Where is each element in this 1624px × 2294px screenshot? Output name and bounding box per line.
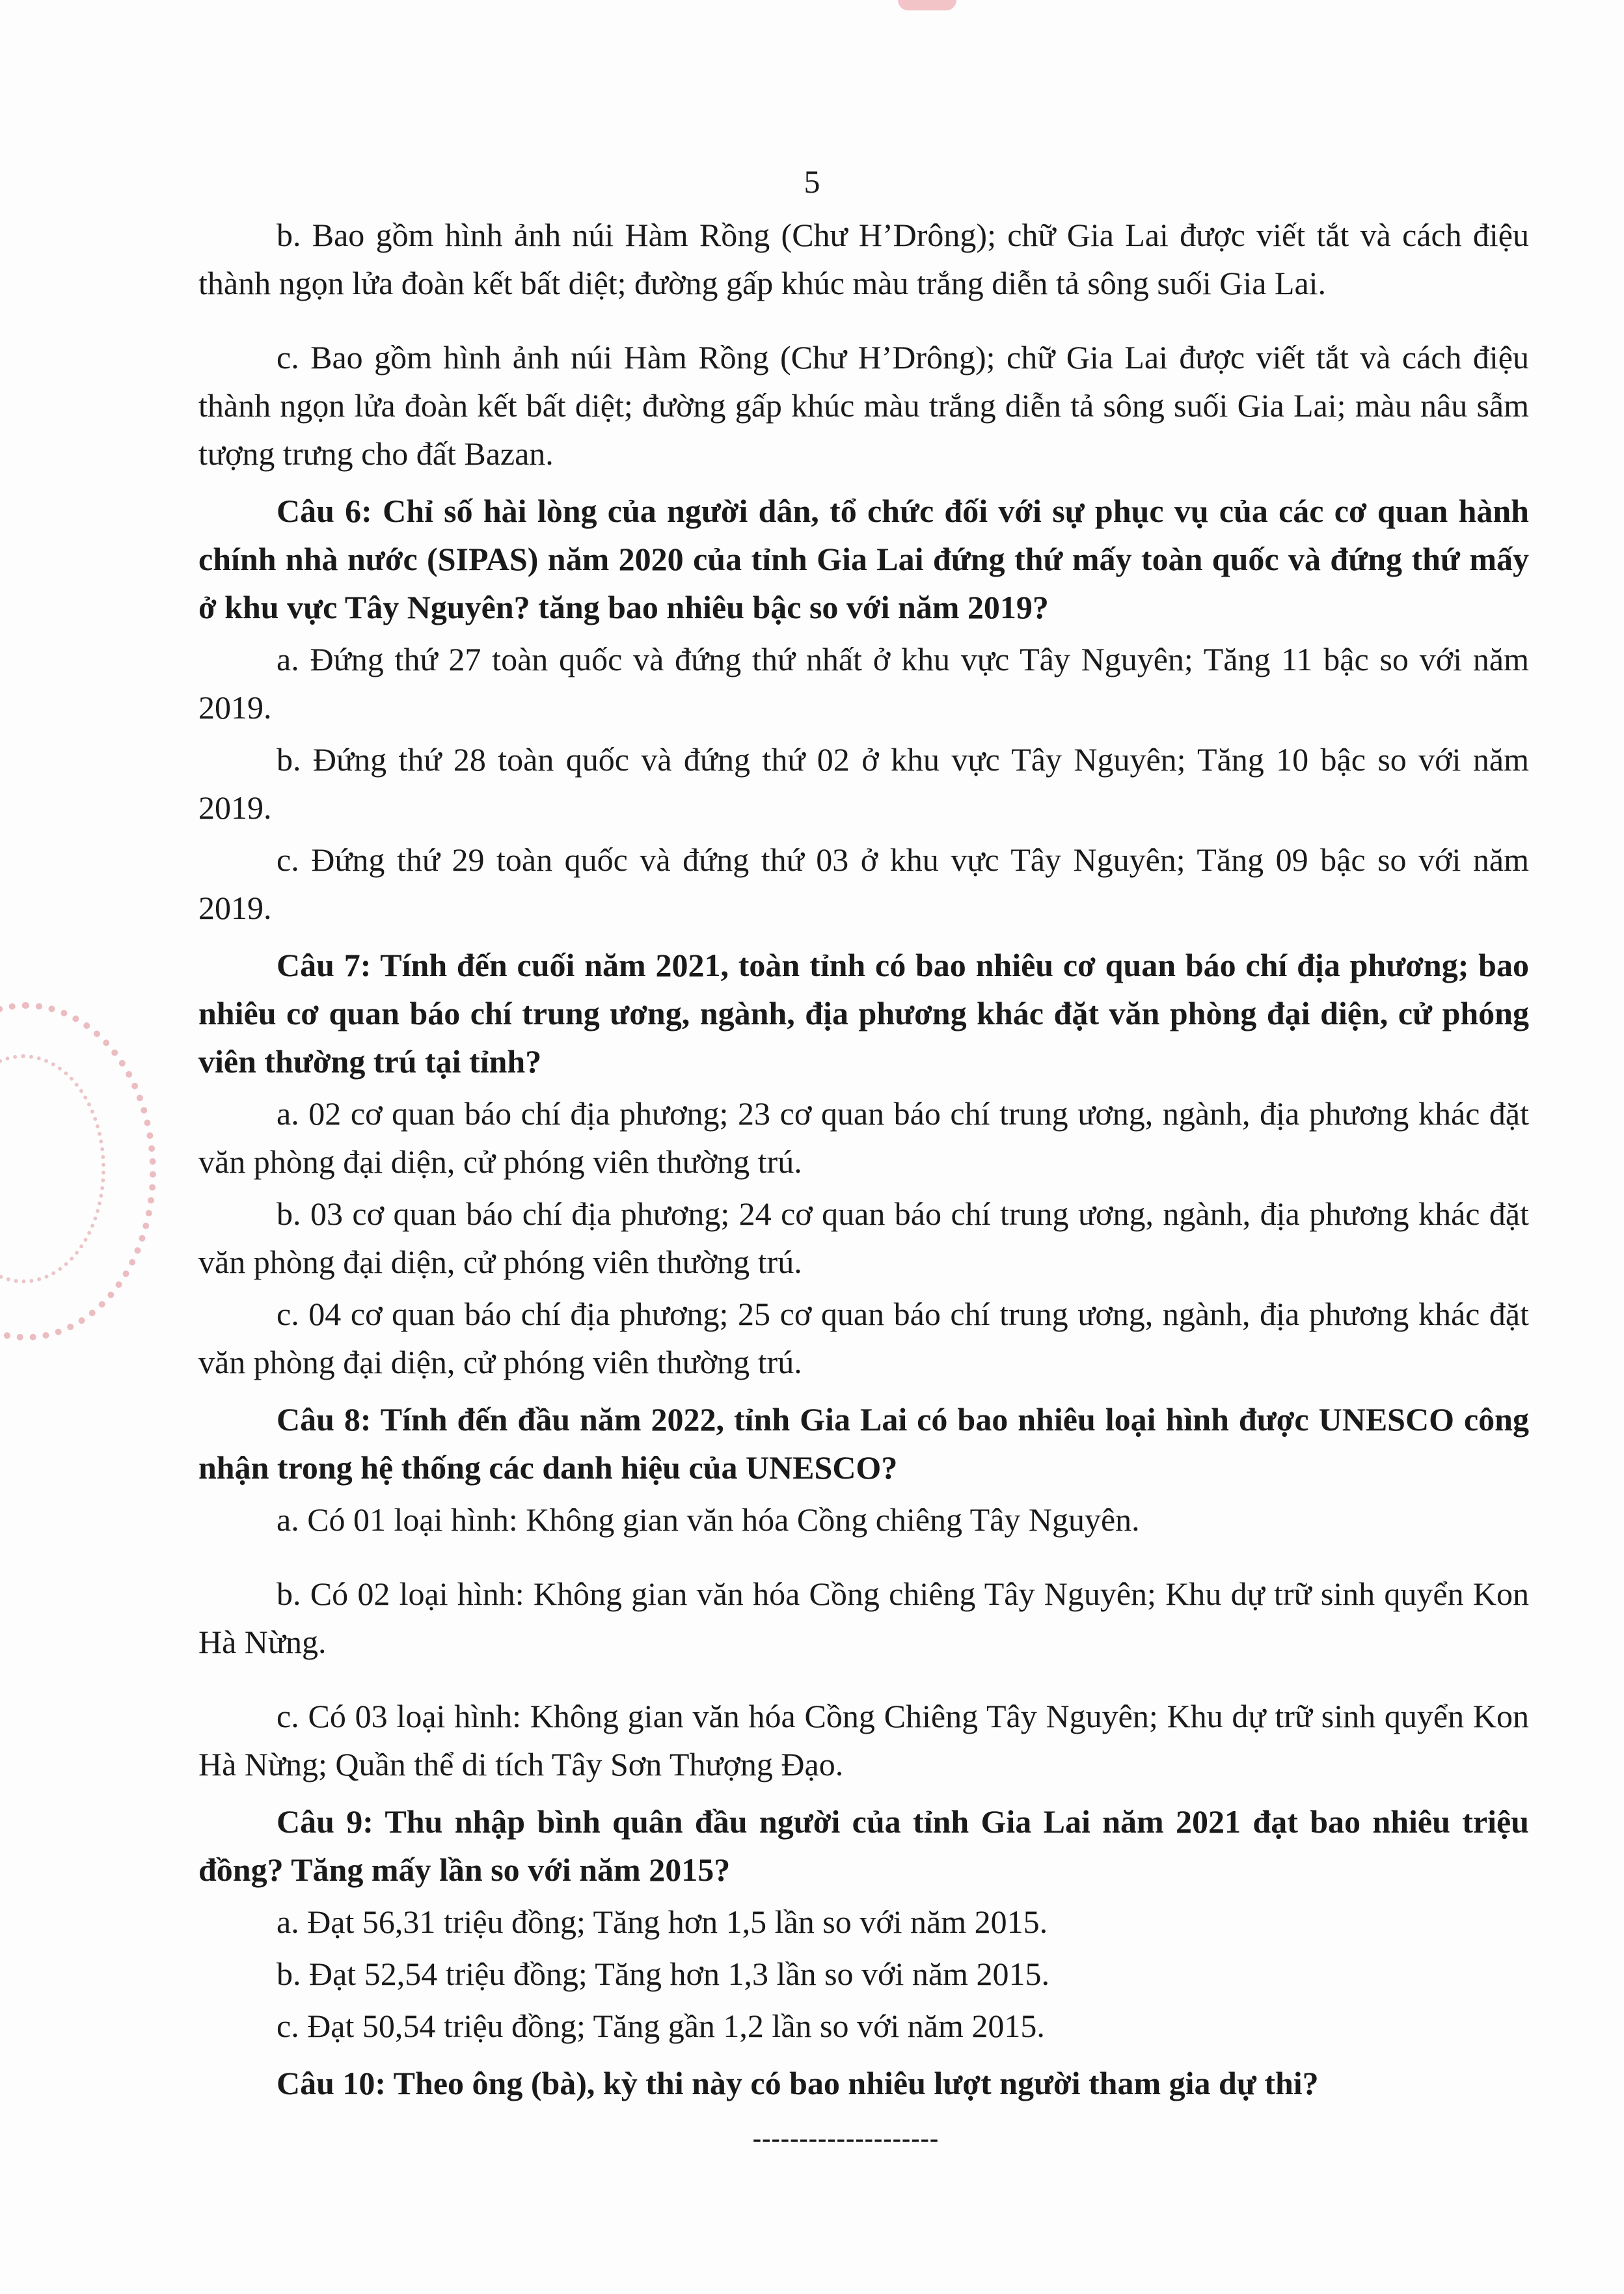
end-separator: -------------------- bbox=[752, 2123, 940, 2153]
answer-option: b. 03 cơ quan báo chí địa phương; 24 cơ quan báo chí trung ương, ngành, địa phương khác đặt văn phòng đại diện, cử phóng viên thường trú. bbox=[198, 1195, 1529, 1280]
red-stamp-mark bbox=[898, 0, 956, 10]
answer-option: a. 02 cơ quan báo chí địa phương; 23 cơ quan báo chí trung ương, ngành, địa phương khác đặt văn phòng đại diện, cử phóng viên thường trú. bbox=[198, 1095, 1529, 1180]
question-heading: Câu 8: Tính đến đầu năm 2022, tỉnh Gia Lai có bao nhiêu loại hình được UNESCO công nhận trong hệ thống các danh hiệu của UNESCO? bbox=[198, 1401, 1529, 1486]
answer-option: a. Đạt 56,31 triệu đồng; Tăng hơn 1,5 lần so với năm 2015. bbox=[277, 1904, 1048, 1940]
page-number: 5 bbox=[804, 163, 820, 200]
question-heading: Câu 6: Chỉ số hài lòng của người dân, tổ chức đối với sự phục vụ của các cơ quan hành chính nhà nước (SIPAS) năm 2020 của tỉnh Gia Lai đứng thứ mấy toàn quốc và đứng thứ mấy ở khu vực Tây Nguyên? tăng bao nhiêu bậc so với năm 2019? bbox=[198, 493, 1529, 625]
answer-option: c. Bao gồm hình ảnh núi Hàm Rồng (Chư H’Drông); chữ Gia Lai được viết tắt và cách điệu thành ngọn lửa đoàn kết bất diệt; đường gấp khúc màu trắng diễn tả sông suối Gia Lai; màu nâu sẫm tượng trưng cho đất Bazan. bbox=[198, 339, 1529, 472]
answer-option: b. Đạt 52,54 triệu đồng; Tăng hơn 1,3 lần so với năm 2015. bbox=[277, 1956, 1049, 1992]
answer-option: a. Đứng thứ 27 toàn quốc và đứng thứ nhất ở khu vực Tây Nguyên; Tăng 11 bậc so với năm 2019. bbox=[198, 641, 1529, 726]
answer-option: c. 04 cơ quan báo chí địa phương; 25 cơ quan báo chí trung ương, ngành, địa phương khác đặt văn phòng đại diện, cử phóng viên thường trú. bbox=[198, 1296, 1529, 1380]
answer-option: b. Có 02 loại hình: Không gian văn hóa Cồng chiêng Tây Nguyên; Khu dự trữ sinh quyển Kon Hà Nừng. bbox=[198, 1576, 1529, 1660]
answer-option: c. Đứng thứ 29 toàn quốc và đứng thứ 03 ở khu vực Tây Nguyên; Tăng 09 bậc so với năm 2019. bbox=[198, 841, 1529, 926]
question-heading: Câu 7: Tính đến cuối năm 2021, toàn tỉnh có bao nhiêu cơ quan báo chí địa phương; bao nhiêu cơ quan báo chí trung ương, ngành, địa phương khác đặt văn phòng đại diện, cử phóng viên thường trú tại tỉnh? bbox=[198, 947, 1529, 1080]
answer-option: a. Có 01 loại hình: Không gian văn hóa Cồng chiêng Tây Nguyên. bbox=[277, 1501, 1140, 1538]
answer-option: c. Có 03 loại hình: Không gian văn hóa Cồng Chiêng Tây Nguyên; Khu dự trữ sinh quyển Kon Hà Nừng; Quần thể di tích Tây Sơn Thượng Đạo. bbox=[198, 1698, 1529, 1782]
question-list bbox=[198, 207, 1529, 2107]
answer-option: b. Bao gồm hình ảnh núi Hàm Rồng (Chư H’Drông); chữ Gia Lai được viết tắt và cách điệu thành ngọn lửa đoàn kết bất diệt; đường gấp khúc màu trắng diễn tả sông suối Gia Lai. bbox=[198, 217, 1529, 301]
answer-option: b. Đứng thứ 28 toàn quốc và đứng thứ 02 ở khu vực Tây Nguyên; Tăng 10 bậc so với năm 2019. bbox=[198, 741, 1529, 826]
question-heading: Câu 9: Thu nhập bình quân đầu người của tỉnh Gia Lai năm 2021 đạt bao nhiêu triệu đồng? Tăng mấy lần so với năm 2015? bbox=[198, 1803, 1529, 1888]
answer-option: c. Đạt 50,54 triệu đồng; Tăng gần 1,2 lần so với năm 2015. bbox=[277, 2008, 1045, 2044]
question-heading: Câu 10: Theo ông (bà), kỳ thi này có bao nhiêu lượt người tham gia dự thi? bbox=[277, 2065, 1319, 2101]
